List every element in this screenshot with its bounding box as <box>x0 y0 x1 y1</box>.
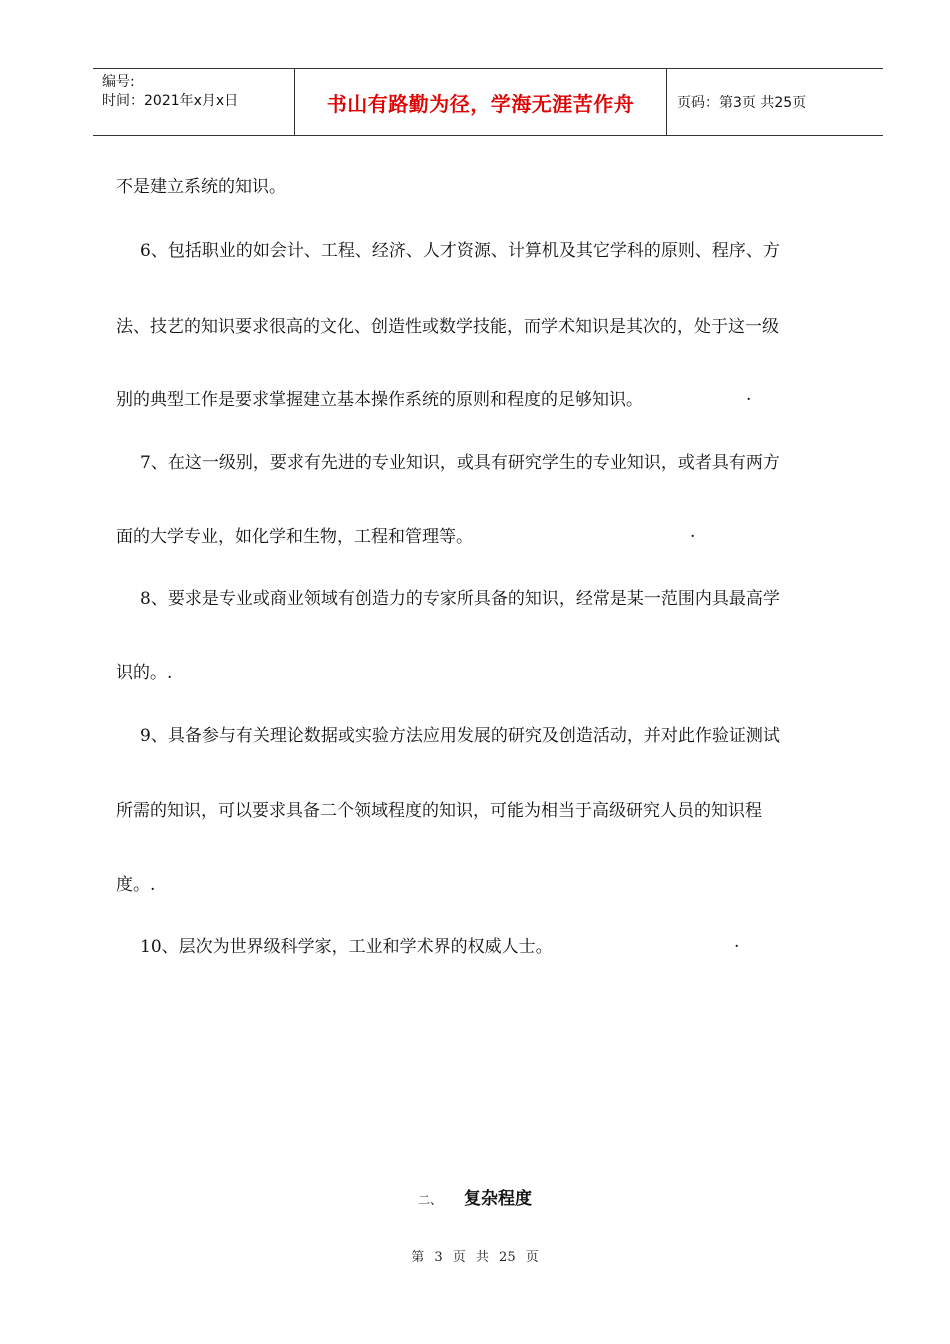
number-label: 编号: <box>102 74 135 90</box>
paragraph-line: 8、要求是专业或商业领域有创造力的专家所具备的知识，经常是某一范围内具最高学 <box>140 589 780 609</box>
paragraph-line: 识的。. <box>116 663 173 683</box>
paragraph-line: 不是建立系统的知识。 <box>116 177 286 197</box>
trailing-dot: . <box>690 522 696 542</box>
page-header <box>93 68 883 136</box>
trailing-dot: . <box>746 385 752 405</box>
paragraph-line: 7、在这一级别，要求有先进的专业知识，或具有研究学生的专业知识，或者具有两方 <box>140 453 780 473</box>
trailing-dot: . <box>734 932 740 952</box>
paragraph-line: 10、层次为世界级科学家，工业和学术界的权威人士。 <box>140 937 553 957</box>
page-footer: 第 3 页 共 25 页 <box>411 1250 539 1265</box>
section-title: 复杂程度 <box>464 1189 532 1209</box>
paragraph-line: 面的大学专业，如化学和生物，工程和管理等。 <box>116 527 473 547</box>
section-heading <box>0 1184 950 1209</box>
paragraph-line: 别的典型工作是要求掌握建立基本操作系统的原则和程度的足够知识。 <box>116 390 643 410</box>
time-label: 时间：2021年x月x日 <box>102 93 239 109</box>
paragraph-line: 6、包括职业的如会计、工程、经济、人才资源、计算机及其它学科的原则、程序、方 <box>140 241 780 261</box>
paragraph-line: 度。. <box>116 875 156 895</box>
header-meta <box>93 69 295 135</box>
paragraph-line: 所需的知识，可以要求具备二个领域程度的知识，可能为相当于高级研究人员的知识程 <box>116 801 762 821</box>
paragraph-line: 法、技艺的知识要求很高的文化、创造性或数学技能，而学术知识是其次的，处于这一级 <box>116 317 779 337</box>
paragraph-line: 9、具备参与有关理论数据或实验方法应用发展的研究及创造活动，并对此作验证测试 <box>140 726 780 746</box>
section-number: 二、 <box>417 1193 442 1207</box>
header-motto: 书山有路勤为径，学海无涯苦作舟 <box>295 69 667 135</box>
header-page-label: 页码：第3页 共25页 <box>677 95 807 111</box>
